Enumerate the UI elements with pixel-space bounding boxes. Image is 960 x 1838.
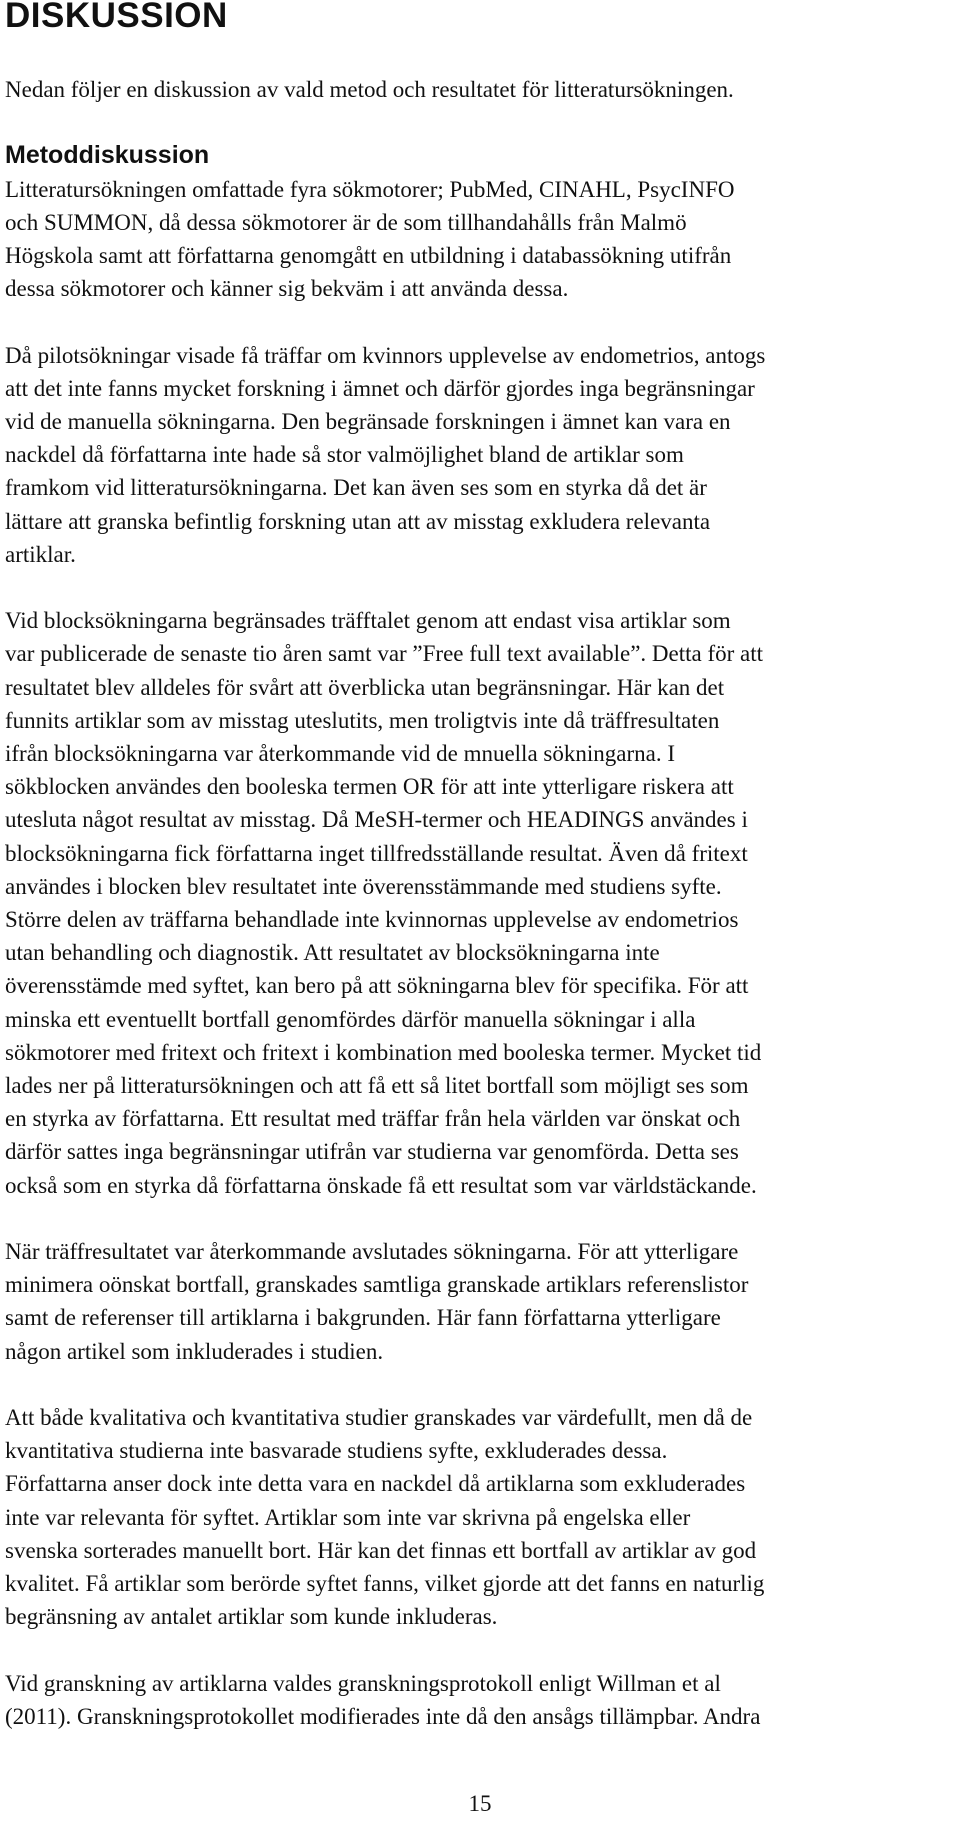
pilot-search-paragraph: Då pilotsökningar visade få träffar om kvinnors upplevelse av endometrios, antogs att det inte fanns mycket forskning i ämnet och därför gjordes inga begränsningar vid de manuella sökningarna. Den begränsade forskningen i ämnet kan vara en nackdel då författarna inte hade så stor valmöjlighet bland de artiklar som framkom vid litteratursökningarna. Det kan även ses som en styrka då det är lättare att granska befintlig forskning utan att av misstag exkludera relevanta artiklar.: [5, 342, 766, 567]
method-discussion-section: [5, 139, 960, 305]
document-body: [5, 73, 960, 1766]
chapter-heading: DISKUSSION: [5, 0, 228, 35]
study-selection-paragraph: Att både kvalitativa och kvantitativa studier granskades var värdefullt, men då de kvantitativa studierna inte basvarade studiens syfte, exkluderades dessa. Författarna anser dock inte detta vara en nackdel då artiklarna som exkluderades inte var relevanta för syftet. Artiklar som inte var skrivna på engelska eller svenska sorterades manuellt bort. Här kan det finnas ett bortfall av artiklar av god kvalitet. Få artiklar som berörde syftet fanns, vilket gjorde att det fanns en naturlig begränsning av antalet artiklar som kunde inkluderas.: [5, 1405, 765, 1630]
search-engines-paragraph: Litteratursökningen omfattade fyra sökmotorer; PubMed, CINAHL, PsycINFO och SUMMON, då dessa sökmotorer är de som tillhandahålls från Malmö Högskola samt att författarna genomgått en utbildning i databassökning utifrån dessa sökmotorer och känner sig bekväm i att använda dessa.: [5, 176, 735, 302]
quality-review-paragraph: Vid granskning av artiklarna valdes granskningsprotokoll enligt Willman et al (2011). Granskningsprotokollet modifierades inte då den ansågs tillämpbar. Andra: [5, 1670, 761, 1729]
reference-list-paragraph: När träffresultatet var återkommande avslutades sökningarna. För att ytterligare minimera oönskat bortfall, granskades samtliga granskade artiklars referenslistor samt de referenser till artiklarna i bakgrunden. Här fann författarna ytterligare någon artikel som inkluderades i studien.: [5, 1239, 749, 1364]
intro-paragraph: Nedan följer en diskussion av vald metod och resultatet för litteratursökningen.: [5, 77, 734, 102]
block-search-paragraph: Vid blocksökningarna begränsades träfftalet genom att endast visa artiklar som var publicerade de senaste tio åren samt var ”Free full text available”. Detta för att resultatet blev alldeles för svårt att överblicka utan begränsningar. Här kan det funnits artiklar som av misstag uteslutits, men troligtvis inte då träffresultaten ifrån blocksökningarna var återkommande vid de mnuella sökningarna. I sökblocken användes den booleska termen OR för att inte ytterligare riskera att utesluta något resultat av misstag. Då MeSH-termer och HEADINGS användes i blocksökningarna fick författarna inget tillfredsställande resultat. Även då fritext användes i blocken blev resultatet inte överensstämmande med studiens syfte. Större delen av träffarna behandlade inte kvinnornas upplevelse av endometrios utan behandling och diagnostik. Att resultatet av blocksökningarna inte överensstämde med syftet, kan bero på att sökningarna blev för specifika. För att minska ett eventuellt bortfall genomfördes därför manuella sökningar i alla sökmotorer med fritext och fritext i kombination med booleska termer. Mycket tid lades ner på litteratursökningen och att få ett så litet bortfall som möjligt ses som en styrka av författarna. Ett resultat med träffar från hela världen var önskat och därför sattes inga begränsningar utifrån var studierna var genomförda. Detta ses också som en styrka då författarna önskade få ett resultat som var världstäckande.: [5, 608, 764, 1198]
method-discussion-heading: Metoddiskussion: [5, 141, 210, 170]
page-number: 15: [468, 1791, 492, 1816]
